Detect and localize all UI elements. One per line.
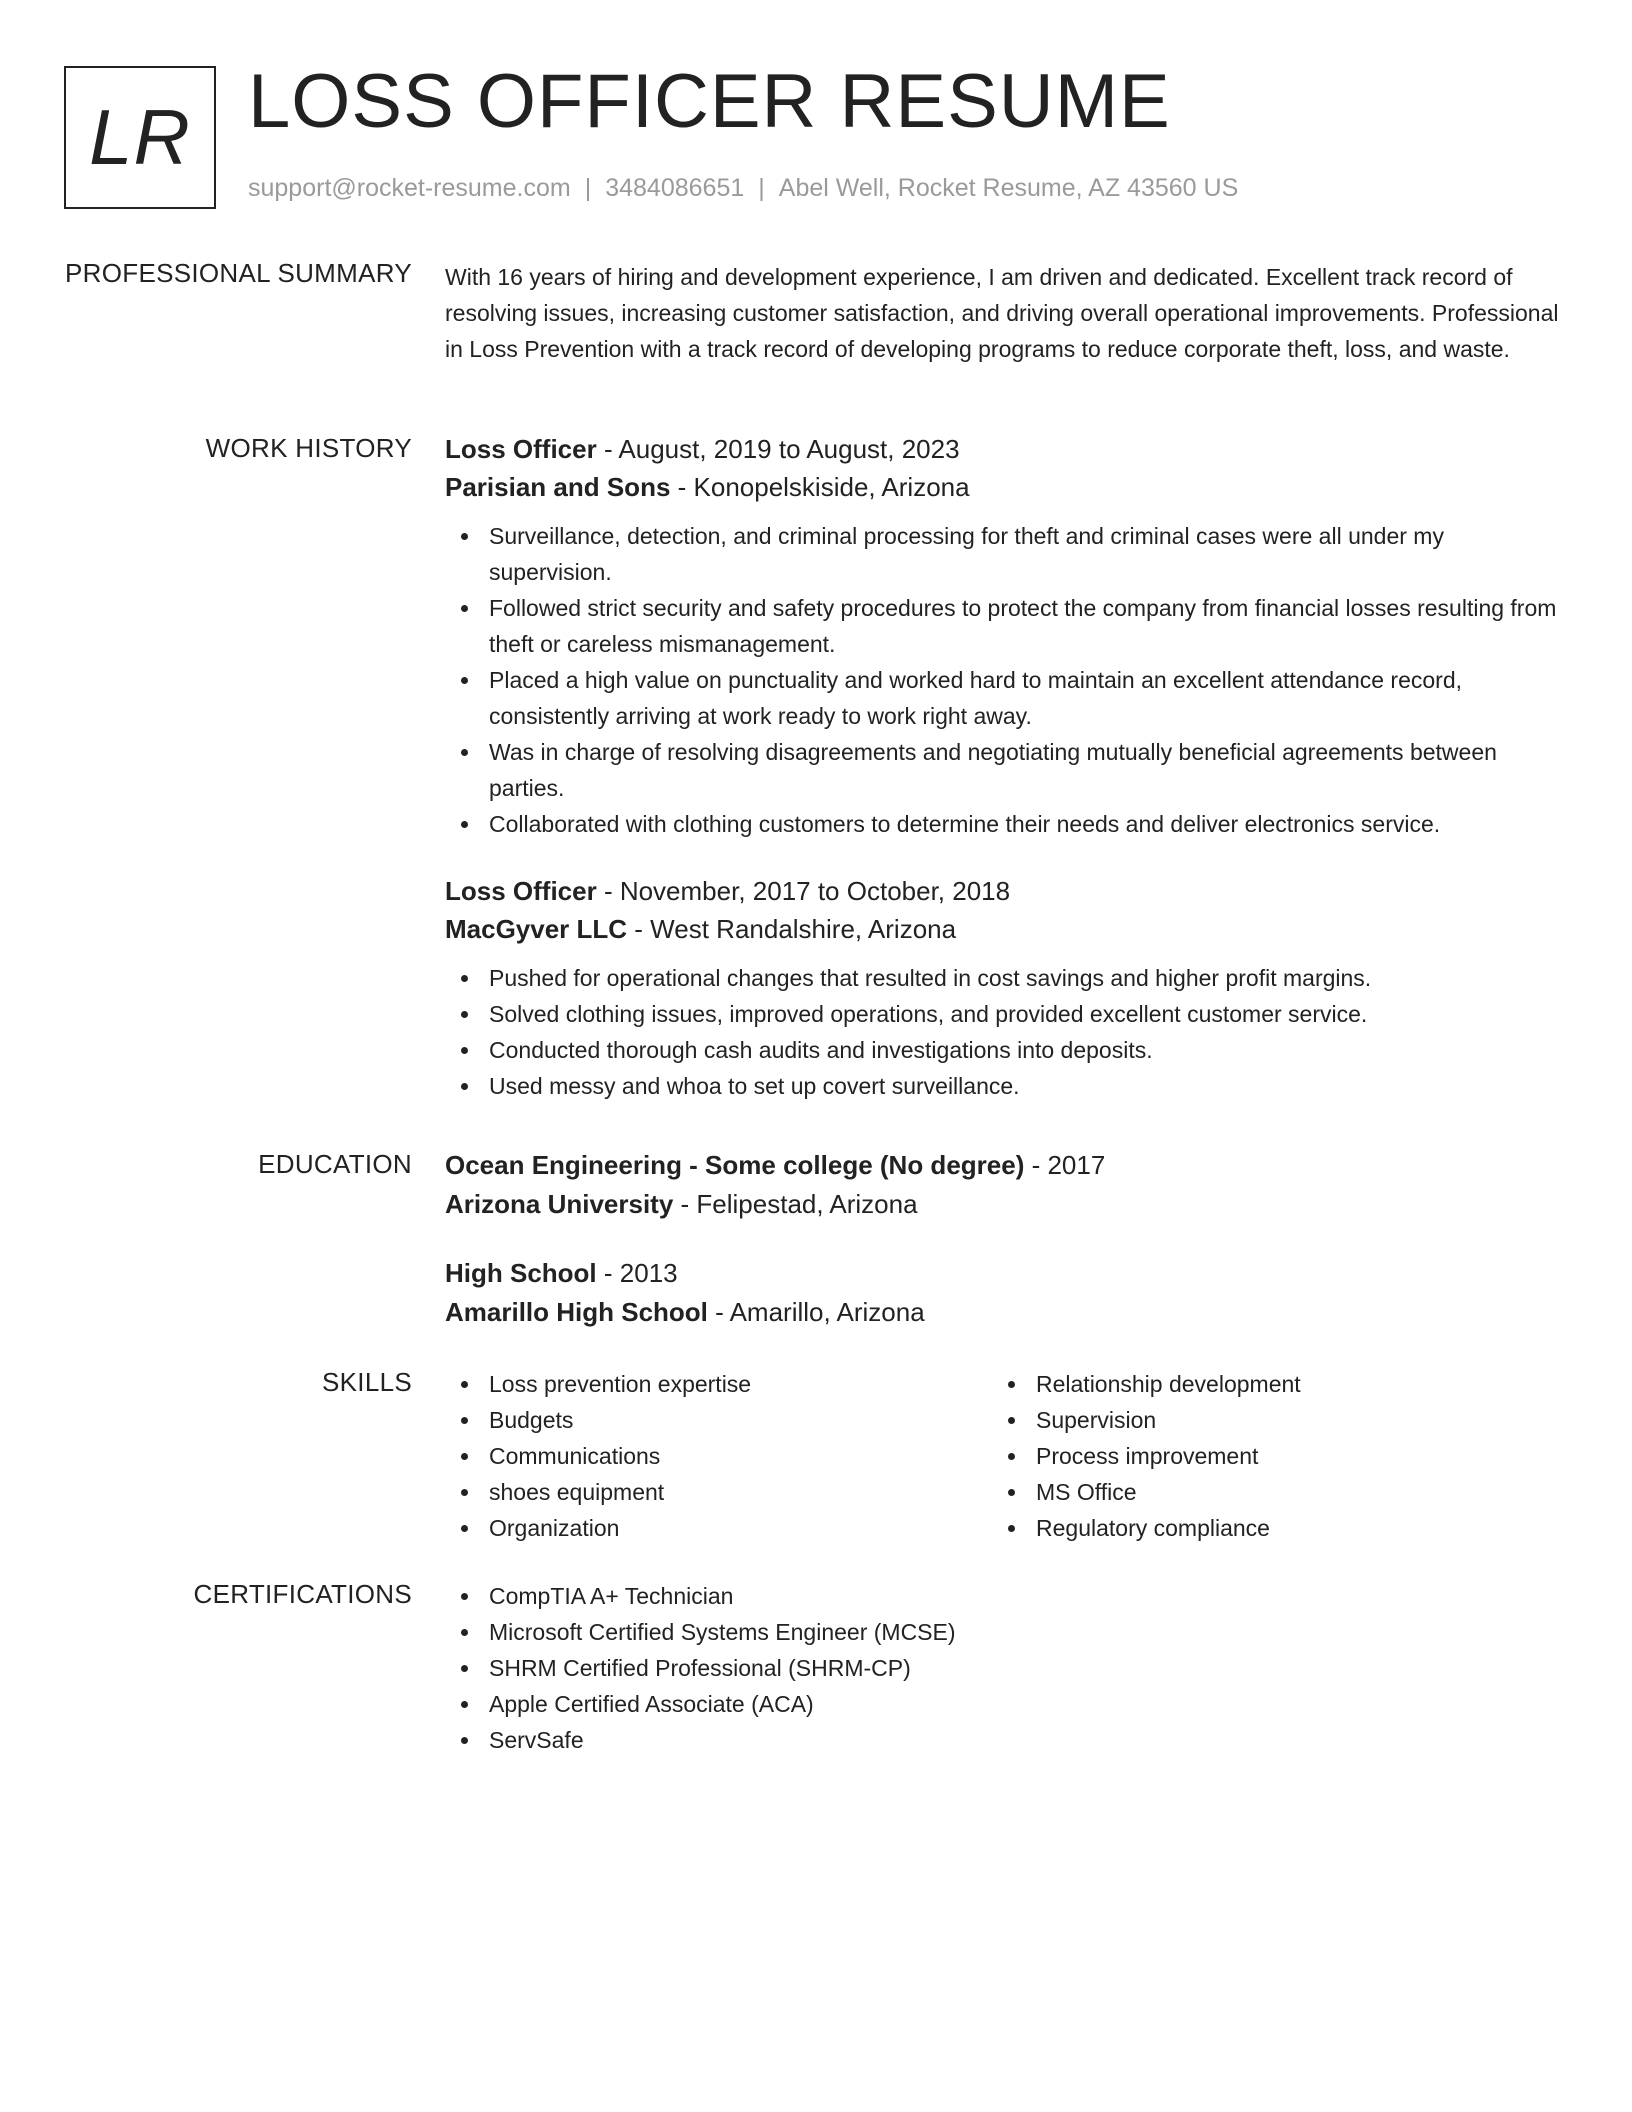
job-company: MacGyver LLC xyxy=(445,914,628,944)
skills-body xyxy=(445,1366,1560,1546)
list-item: Microsoft Certified Systems Engineer (MCSE) xyxy=(445,1614,1560,1650)
job-company-line xyxy=(445,468,1560,506)
list-item: Surveillance, detection, and criminal processing for theft and criminal cases were all under my supervision. xyxy=(445,518,1560,590)
list-item: Placed a high value on punctuality and worked hard to maintain an excellent attendance record, consistently arriving at work ready to work right away. xyxy=(445,662,1560,734)
section-label: CERTIFICATIONS xyxy=(193,1579,412,1609)
education-degree: Ocean Engineering - Some college (No degree) xyxy=(445,1150,1025,1180)
contact-phone: 3484086651 xyxy=(605,174,745,202)
list-item: SHRM Certified Professional (SHRM-CP) xyxy=(445,1650,1560,1686)
section-label: PROFESSIONAL SUMMARY xyxy=(65,258,412,288)
contact-email: support@rocket-resume.com xyxy=(248,174,571,202)
contact-separator: | xyxy=(758,174,765,202)
work-history-body xyxy=(445,430,1560,1104)
job-bullets xyxy=(445,518,1560,842)
job-entry xyxy=(445,430,1560,842)
education-entry xyxy=(445,1254,1560,1332)
list-item: Was in charge of resolving disagreements and negotiating mutually beneficial agreements between parties. xyxy=(445,734,1560,806)
resume-title: LOSS OFFICER RESUME xyxy=(248,59,1171,144)
contact-address: Abel Well, Rocket Resume, AZ 43560 US xyxy=(778,174,1239,202)
job-location: - Konopelskiside, Arizona xyxy=(670,472,970,502)
job-entry xyxy=(445,872,1560,1104)
list-item: shoes equipment xyxy=(445,1474,992,1510)
education-location: - Felipestad, Arizona xyxy=(673,1189,918,1219)
job-company: Parisian and Sons xyxy=(445,472,671,502)
contact-line xyxy=(248,174,1238,203)
section-label: WORK HISTORY xyxy=(205,433,412,463)
list-item: Relationship development xyxy=(992,1366,1539,1402)
education-location: - Amarillo, Arizona xyxy=(707,1297,925,1327)
education-year: - 2013 xyxy=(596,1258,678,1288)
list-item: ServSafe xyxy=(445,1722,1560,1758)
list-item: Supervision xyxy=(992,1402,1539,1438)
list-item: Apple Certified Associate (ACA) xyxy=(445,1686,1560,1722)
list-item: Budgets xyxy=(445,1402,992,1438)
list-item: Collaborated with clothing customers to determine their needs and deliver electronics service. xyxy=(445,806,1560,842)
education-year: - 2017 xyxy=(1024,1150,1106,1180)
list-item: CompTIA A+ Technician xyxy=(445,1578,1560,1614)
list-item: Organization xyxy=(445,1510,992,1546)
section-label: SKILLS xyxy=(322,1367,412,1397)
list-item: Process improvement xyxy=(992,1438,1539,1474)
list-item: Followed strict security and safety procedures to protect the company from financial losses resulting from theft or careless mismanagement. xyxy=(445,590,1560,662)
list-item: Used messy and whoa to set up covert surveillance. xyxy=(445,1068,1560,1104)
education-school: Amarillo High School xyxy=(445,1297,708,1327)
education-entry xyxy=(445,1146,1560,1224)
job-bullets xyxy=(445,960,1560,1104)
monogram-logo: LR xyxy=(64,66,216,209)
list-item: Solved clothing issues, improved operations, and provided excellent customer service. xyxy=(445,996,1560,1032)
job-title: Loss Officer xyxy=(445,434,597,464)
education-degree: High School xyxy=(445,1258,597,1288)
education-body xyxy=(445,1146,1560,1332)
job-location: - West Randalshire, Arizona xyxy=(627,914,957,944)
job-title-line xyxy=(445,872,1560,910)
contact-separator: | xyxy=(584,174,592,202)
job-dates: - November, 2017 to October, 2018 xyxy=(596,876,1011,906)
job-title: Loss Officer xyxy=(445,876,597,906)
skills-list-right xyxy=(992,1366,1539,1546)
list-item: Pushed for operational changes that resulted in cost savings and higher profit margins. xyxy=(445,960,1560,996)
list-item: MS Office xyxy=(992,1474,1539,1510)
summary-text: With 16 years of hiring and development experience, I am driven and dedicated. Excellent track record of resolving issues, increasing customer satisfaction, and driving overall operational improvements. Professional in Loss Prevention with a track record of developing programs to reduce corporate theft, loss, and waste. xyxy=(445,264,1559,362)
section-label: EDUCATION xyxy=(258,1149,412,1179)
certifications-body xyxy=(445,1578,1560,1758)
certifications-list xyxy=(445,1578,1560,1758)
list-item: Regulatory compliance xyxy=(992,1510,1539,1546)
list-item: Conducted thorough cash audits and investigations into deposits. xyxy=(445,1032,1560,1068)
education-school: Arizona University xyxy=(445,1189,674,1219)
skills-list-left xyxy=(445,1366,992,1546)
job-dates: - August, 2019 to August, 2023 xyxy=(596,434,960,464)
list-item: Loss prevention expertise xyxy=(445,1366,992,1402)
job-company-line xyxy=(445,910,1560,948)
list-item: Communications xyxy=(445,1438,992,1474)
job-title-line xyxy=(445,430,1560,468)
